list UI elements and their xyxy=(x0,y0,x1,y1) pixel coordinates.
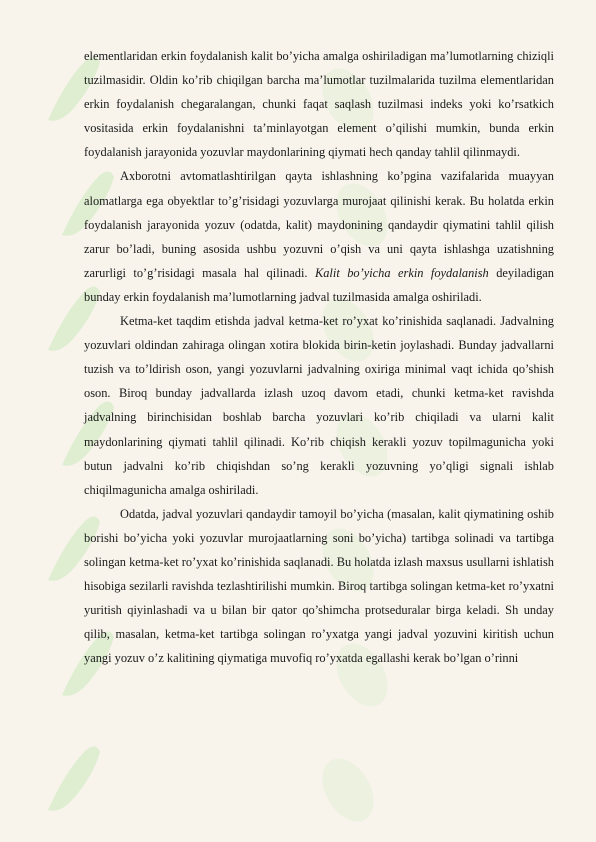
paragraph-3-text: Ketma-ket taqdim etishda jadval ketma-ket ro’yxat ko’rinishida saqlanadi. Jadvalning yozuvlari oldindan zahiraga olingan xotira blokida birin-ketin joylashadi. Bunday jadvallarni tuzish va to’ldirish oson, yangi yozuvlarni jadvalning oxiriga minimal vaqt ichida qo’shish oson. Biroq bunday jadvallarda izlash uzoq davom etadi, chunki ketma-ket ravishda jadvalning birinchisidan boshlab barcha yozuvlari ko’rib chiqiladi va ularni kalit maydonlarining qiymati tahlil qilinadi. Ko’rib chiqish kerakli yozuv topilmagunicha yoki butun jadvalni ko’rib chiqishdan so’ng kerakli yozuvning yo’qligi signali ishlab chiqilmagunicha amalga oshiriladi. xyxy=(84,314,554,497)
paragraph-2-text-b: deyiladigan bunday erkin foydalanish ma’lumotlarning jadval tuzilmasida amalga oshiriladi. xyxy=(84,265,555,304)
watermark-mark xyxy=(312,750,384,831)
document-body xyxy=(84,44,554,670)
paragraph-1 xyxy=(84,44,554,164)
paragraph-2-text-a: Axborotni avtomatlashtirilgan qayta ishlashning ko’pgina vazifalarida muayyan alomatlarga ega obyektlar to’g’risidagi yozuvlarga murojaat qilinishi kerak. Bu holatda erkin foydalanish jarayonida yozuv (odatda, kalit) maydonining qandaydir qiymatini tahlil qilish zarur bo’ladi, buning asosida ushbu yozuvni o’qish va uni qayta ishlashga uzatishning zarurligi to’g’risidagi masala hal qilinadi. xyxy=(84,169,554,280)
paragraph-2 xyxy=(84,164,554,309)
paragraph-4 xyxy=(84,502,554,671)
paragraph-2-italic-term: Kalit bo’yicha erkin foydalanish xyxy=(314,265,489,280)
paragraph-4-text: Odatda, jadval yozuvlari qandaydir tamoyil bo’yicha (masalan, kalit qiymatining oshib borishi bo’yicha yoki yozuvlar murojaatlarning soni bo’yicha) tartibga solinadi va tartibga solingan ketma-ket ro’yxat ko’rinishida saqlanadi. Bu holatda izlash maxsus usullarni ishlatish hisobiga sezilarli ravishda tezlashtirilishi mumkin. Biroq tartibga solingan ketma-ket ro’yxatni yuritish qiyinlashadi va u bilan bir qator qo’shimcha protseduralar birga keladi. Sh unday qilib, masalan, ketma-ket tartibga solingan ro’yxatga yangi jadval yozuvini kiritish uchun yangi yozuv o’z kalitining qiymatiga muvofiq ro’yxatda egallashi kerak bo’lgan o’rinni xyxy=(84,506,554,666)
paragraph-1-text: elementlaridan erkin foydalanish kalit bo’yicha amalga oshiriladigan ma’lumotlarning chiziqli tuzilmasidir. Oldin ko’rib chiqilgan barcha ma’lumotlar tuzilmalarida tuzilma elementlaridan erkin foydalanish chegaralangan, chunki faqat saqlash tuzilmasi indeks yoki ko’rsatkich vositasida erkin foydalanishni ta’minlayotgan element o’qilishi mumkin, bunda erkin foydalanish jarayonida yozuvlar maydonlarining qiymati hech qanday tahlil qilinmaydi. xyxy=(84,49,554,160)
paragraph-3 xyxy=(84,309,554,502)
watermark-mark xyxy=(48,746,100,810)
